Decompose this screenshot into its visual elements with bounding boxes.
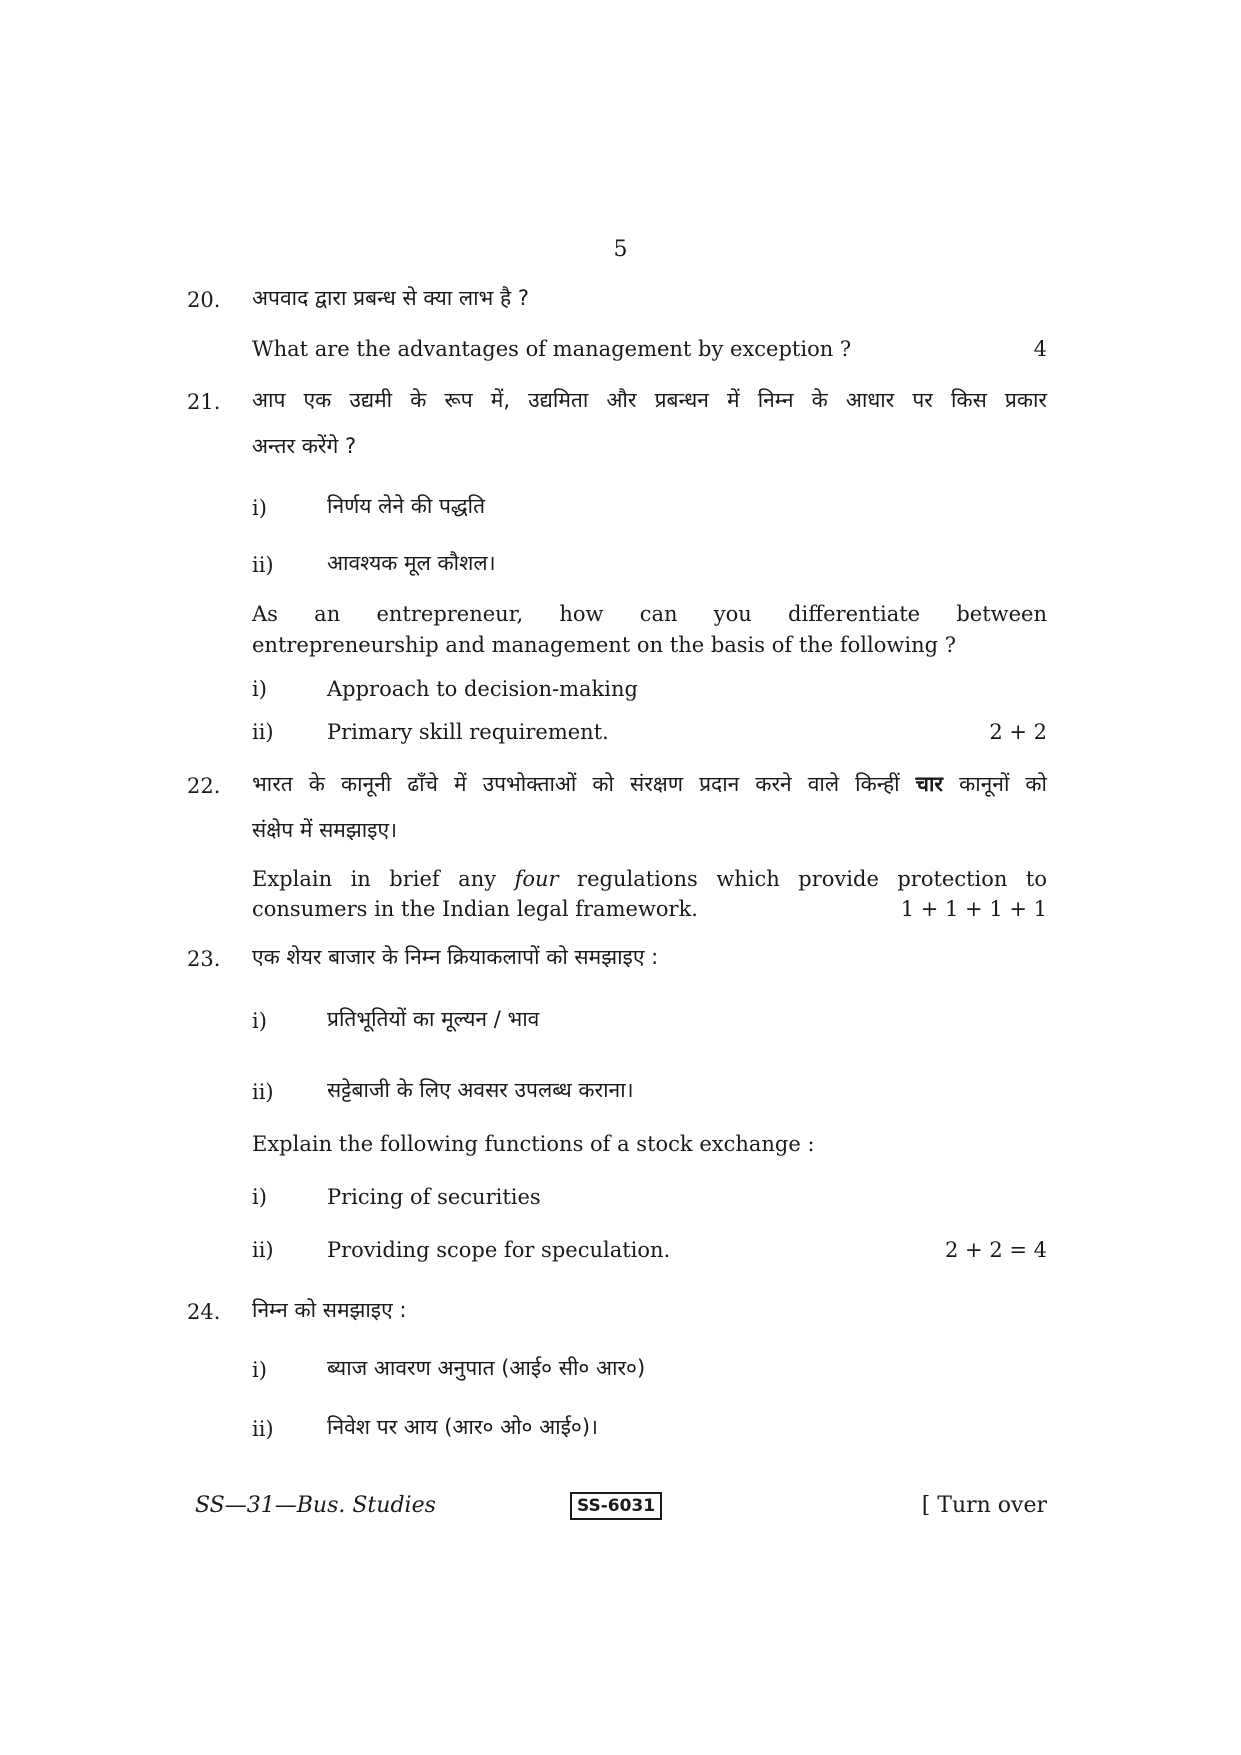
text-run: भारत के कानूनी ढाँचे में उपभोक्ताओं को संरक्षण प्रदान करने वाले किन्हीं <box>252 772 916 796</box>
item-roman: ii) <box>252 1238 274 1262</box>
item-roman: i) <box>252 1185 267 1209</box>
question-number: 24. <box>187 1300 221 1324</box>
emphasis: four <box>514 867 559 891</box>
question-marks: 4 <box>1033 337 1047 361</box>
item-text: Primary skill requirement. <box>327 720 609 744</box>
footer-subject: SS—31—Bus. Studies <box>195 1493 436 1518</box>
question-english-line-2: consumers in the Indian legal framework. <box>252 897 698 921</box>
question-hindi: एक शेयर बाजार के निम्न क्रियाकलापों को समझाइए : <box>252 945 659 969</box>
item-roman: ii) <box>252 1417 274 1441</box>
question-english: What are the advantages of management by exception ? <box>252 337 852 361</box>
item-roman: i) <box>252 1009 267 1033</box>
item-text: निर्णय लेने की पद्धति <box>327 494 486 518</box>
item-text: सट्टेबाजी के लिए अवसर उपलब्ध कराना। <box>327 1078 634 1102</box>
question-hindi-line-2: संक्षेप में समझाइए। <box>252 818 398 842</box>
question-english-line-1: As an entrepreneur, how can you differentiate between <box>252 602 1047 626</box>
item-text: आवश्यक मूल कौशल। <box>327 551 496 575</box>
text-run: regulations which provide protection to <box>558 867 1048 891</box>
question-marks: 2 + 2 = 4 <box>945 1238 1047 1262</box>
question-hindi: निम्न को समझाइए : <box>252 1298 407 1322</box>
question-number: 20. <box>187 288 221 312</box>
item-roman: ii) <box>252 553 274 577</box>
item-roman: i) <box>252 1358 267 1382</box>
item-text: Pricing of securities <box>327 1185 541 1209</box>
question-hindi-line-1: आप एक उद्यमी के रूप में, उद्यमिता और प्रबन्धन में निम्न के आधार पर किस प्रकार <box>252 388 1047 412</box>
question-number: 23. <box>187 947 221 971</box>
question-number: 22. <box>187 774 221 798</box>
emphasis: चार <box>915 772 944 796</box>
question-hindi: अपवाद द्वारा प्रबन्ध से क्या लाभ है ? <box>252 286 529 310</box>
item-text: प्रतिभूतियों का मूल्यन / भाव <box>327 1007 540 1031</box>
question-marks: 2 + 2 <box>989 720 1047 744</box>
item-text: निवेश पर आय (आर० ओ० आई०)। <box>327 1415 598 1439</box>
item-text: Approach to decision-making <box>327 677 638 701</box>
paper-code-box: SS-6031 <box>570 1492 662 1520</box>
question-marks: 1 + 1 + 1 + 1 <box>900 897 1047 921</box>
item-roman: i) <box>252 677 267 701</box>
question-number: 21. <box>187 390 221 414</box>
item-text: ब्याज आवरण अनुपात (आई० सी० आर०) <box>327 1356 646 1380</box>
text-run: Explain in brief any <box>252 867 515 891</box>
question-english-line-1 <box>252 865 1047 893</box>
item-text: Providing scope for speculation. <box>327 1238 671 1262</box>
question-english: Explain the following functions of a stock exchange : <box>252 1132 815 1156</box>
text-run: कानूनों को <box>943 772 1047 796</box>
question-hindi-line-1 <box>252 770 1047 798</box>
item-roman: ii) <box>252 1080 274 1104</box>
item-roman: i) <box>252 496 267 520</box>
turn-over: [ Turn over <box>921 1493 1047 1518</box>
question-english-line-2: entrepreneurship and management on the basis of the following ? <box>252 633 956 657</box>
page-number: 5 <box>613 237 628 262</box>
question-hindi-line-2: अन्तर करेंगे ? <box>252 434 357 458</box>
item-roman: ii) <box>252 720 274 744</box>
